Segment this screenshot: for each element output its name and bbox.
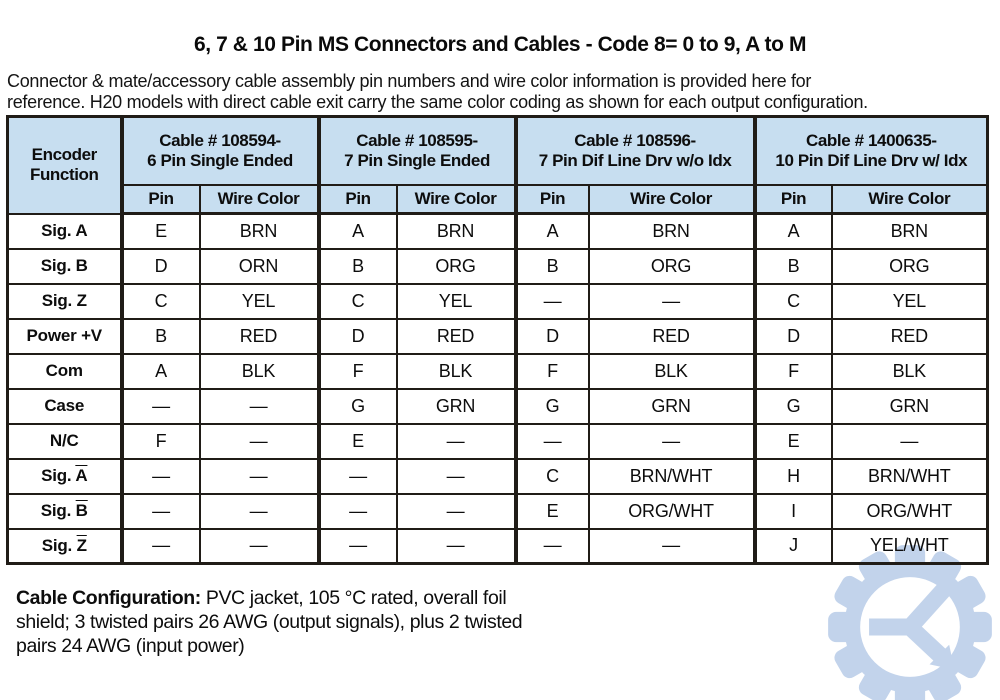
- pin-value: F: [319, 354, 397, 389]
- wire-color-header: Wire Color: [200, 185, 319, 214]
- wire-color-value: RED: [589, 319, 755, 354]
- wire-color-value: —: [397, 529, 516, 564]
- wire-color-value: RED: [397, 319, 516, 354]
- row-label: Sig. $\overline{B}$: [8, 494, 122, 529]
- wire-color-value: YEL: [832, 284, 988, 319]
- note-line-3: pairs 24 AWG (input power): [16, 635, 245, 657]
- cable-group-header-1400635: [755, 117, 988, 185]
- pin-value: A: [516, 214, 589, 249]
- wire-color-value: BLK: [832, 354, 988, 389]
- wire-color-value: BLK: [200, 354, 319, 389]
- note-line-1: [16, 586, 636, 610]
- pin-value: E: [122, 214, 200, 249]
- pin-value: —: [516, 529, 589, 564]
- pin-value: D: [755, 319, 832, 354]
- cable-number: Cable # 108595-: [356, 130, 478, 150]
- wire-color-value: GRN: [589, 389, 755, 424]
- pin-value: B: [755, 249, 832, 284]
- pin-value: —: [122, 494, 200, 529]
- intro-line-2: reference. H20 models with direct cable exit carry the same color coding as shown for each output configuration.: [7, 92, 868, 112]
- cable-type: 7 Pin Dif Line Drv w/o Idx: [538, 150, 732, 170]
- intro-paragraph: [7, 71, 997, 113]
- wire-color-value: —: [589, 529, 755, 564]
- pin-value: E: [319, 424, 397, 459]
- cable-header-row: [8, 117, 988, 185]
- pin-value: G: [319, 389, 397, 424]
- encoder-header-line1: Encoder: [31, 145, 97, 165]
- encoder-function-header: [8, 117, 122, 214]
- wire-color-value: ORN: [200, 249, 319, 284]
- sub-header-row: [8, 185, 988, 214]
- wire-color-header: Wire Color: [397, 185, 516, 214]
- wire-color-header: Wire Color: [589, 185, 755, 214]
- cable-configuration-note: [16, 586, 636, 658]
- pin-value: J: [755, 529, 832, 564]
- pin-value: F: [516, 354, 589, 389]
- wire-color-header: Wire Color: [832, 185, 988, 214]
- wire-color-value: —: [200, 459, 319, 494]
- wire-color-value: BLK: [589, 354, 755, 389]
- wire-color-value: —: [200, 424, 319, 459]
- row-label: Sig. $\overline{A}$: [8, 459, 122, 494]
- note-line-1-rest: PVC jacket, 105 °C rated, overall foil: [200, 587, 507, 609]
- pin-value: G: [755, 389, 832, 424]
- wire-color-value: BRN/WHT: [832, 459, 988, 494]
- cable-group-header-108596: [516, 117, 755, 185]
- table-row-sig-a: [8, 214, 988, 249]
- pin-value: A: [122, 354, 200, 389]
- pin-value: —: [516, 424, 589, 459]
- pin-value: D: [516, 319, 589, 354]
- wire-color-value: ORG: [832, 249, 988, 284]
- row-label: Com: [8, 354, 122, 389]
- table-row-power: [8, 319, 988, 354]
- table-row-case: [8, 389, 988, 424]
- wire-color-value: RED: [200, 319, 319, 354]
- pin-value: D: [122, 249, 200, 284]
- wire-color-value: —: [832, 424, 988, 459]
- wire-color-value: BRN: [589, 214, 755, 249]
- row-label: Sig. B: [8, 249, 122, 284]
- table-row-sig-z: [8, 284, 988, 319]
- wire-color-value: —: [397, 494, 516, 529]
- pin-value: B: [516, 249, 589, 284]
- cable-number: Cable # 1400635-: [805, 130, 937, 150]
- encoder-header-line2: Function: [29, 165, 99, 185]
- wire-color-value: BRN: [832, 214, 988, 249]
- row-label: Power +V: [8, 319, 122, 354]
- table-row-sig-b-bar: [8, 494, 988, 529]
- table-row-sig-a-bar: [8, 459, 988, 494]
- connector-pinout-table: [6, 115, 989, 565]
- page-title: 6, 7 & 10 Pin MS Connectors and Cables - Code 8= 0 to 9, A to M: [193, 33, 807, 56]
- row-label: Sig. A: [8, 214, 122, 249]
- pin-value: E: [755, 424, 832, 459]
- pin-value: I: [755, 494, 832, 529]
- pin-value: —: [122, 529, 200, 564]
- table-row-sig-z-bar: [8, 529, 988, 564]
- cable-type: 7 Pin Single Ended: [344, 150, 490, 170]
- pin-header: Pin: [319, 185, 397, 214]
- wire-color-value: ORG/WHT: [832, 494, 988, 529]
- wire-color-value: ORG: [397, 249, 516, 284]
- pin-value: —: [122, 389, 200, 424]
- wire-color-value: ORG: [589, 249, 755, 284]
- table-row-nc: [8, 424, 988, 459]
- pin-value: C: [755, 284, 832, 319]
- cable-type: 10 Pin Dif Line Drv w/ Idx: [775, 150, 968, 170]
- wire-color-value: BRN/WHT: [589, 459, 755, 494]
- pin-value: —: [122, 459, 200, 494]
- wire-color-value: —: [589, 424, 755, 459]
- pin-value: G: [516, 389, 589, 424]
- cable-group-header-108594: [122, 117, 319, 185]
- wire-color-value: GRN: [832, 389, 988, 424]
- pin-value: —: [319, 459, 397, 494]
- pin-value: —: [319, 529, 397, 564]
- pin-value: —: [516, 284, 589, 319]
- wire-color-value: —: [200, 494, 319, 529]
- pin-value: A: [319, 214, 397, 249]
- wire-color-value: ORG/WHT: [589, 494, 755, 529]
- wire-color-value: —: [397, 459, 516, 494]
- note-label: Cable Configuration:: [16, 587, 201, 609]
- pin-value: E: [516, 494, 589, 529]
- pin-value: F: [122, 424, 200, 459]
- wire-color-value: YEL: [200, 284, 319, 319]
- pin-value: D: [319, 319, 397, 354]
- wire-color-value: BLK: [397, 354, 516, 389]
- wire-color-value: —: [200, 389, 319, 424]
- wire-color-value: YEL/WHT: [832, 529, 988, 564]
- cable-number: Cable # 108596-: [574, 130, 696, 150]
- pin-value: —: [319, 494, 397, 529]
- wire-color-value: BRN: [397, 214, 516, 249]
- pin-value: B: [319, 249, 397, 284]
- pin-header: Pin: [755, 185, 832, 214]
- row-label: Case: [8, 389, 122, 424]
- cable-type: 6 Pin Single Ended: [147, 150, 293, 170]
- cable-number: Cable # 108594-: [159, 130, 281, 150]
- pin-value: C: [122, 284, 200, 319]
- intro-line-1: Connector & mate/accessory cable assembly pin numbers and wire color information is provided here for: [7, 71, 812, 91]
- pin-value: C: [516, 459, 589, 494]
- wire-color-value: RED: [832, 319, 988, 354]
- wire-color-value: GRN: [397, 389, 516, 424]
- row-label: N/C: [8, 424, 122, 459]
- pin-value: B: [122, 319, 200, 354]
- pin-value: H: [755, 459, 832, 494]
- wire-color-value: YEL: [397, 284, 516, 319]
- table-row-com: [8, 354, 988, 389]
- pin-value: A: [755, 214, 832, 249]
- table-row-sig-b: [8, 249, 988, 284]
- note-line-2: shield; 3 twisted pairs 26 AWG (output signals), plus 2 twisted: [16, 611, 523, 633]
- pin-header: Pin: [516, 185, 589, 214]
- wire-color-value: BRN: [200, 214, 319, 249]
- row-label: Sig. $\overline{Z}$: [8, 529, 122, 564]
- pin-value: C: [319, 284, 397, 319]
- pin-header: Pin: [122, 185, 200, 214]
- wire-color-value: —: [200, 529, 319, 564]
- wire-color-value: —: [397, 424, 516, 459]
- pin-value: F: [755, 354, 832, 389]
- cable-group-header-108595: [319, 117, 516, 185]
- wire-color-value: —: [589, 284, 755, 319]
- row-label: Sig. Z: [8, 284, 122, 319]
